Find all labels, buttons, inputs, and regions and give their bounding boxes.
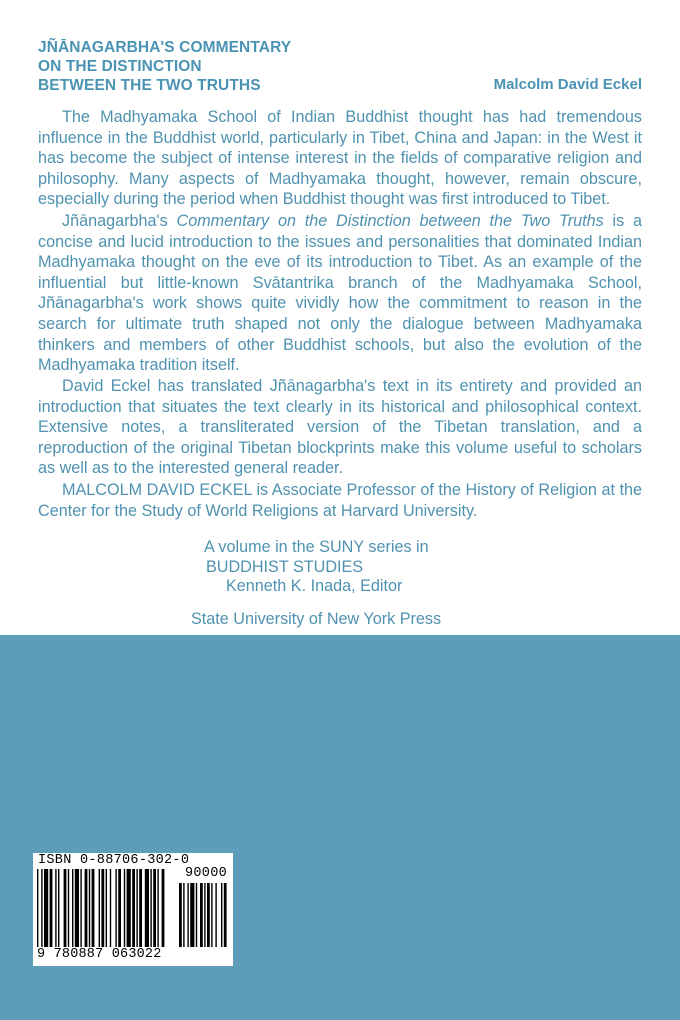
series-name: BUDDHIST STUDIES <box>206 557 364 576</box>
book-title <box>38 38 291 95</box>
series-info <box>204 538 429 597</box>
paragraph-2-lead: Jñānagarbha's <box>62 212 177 230</box>
description-paragraph-1: The Madhyamaka School of Indian Buddhist thought has had tremendous influence in the Buddhist world, particularly in Tibet, China and Japan: in the West it has become the subject of intense interest in the fields of comparative religion and philosophy. Many aspects of Madhyamaka thought, however, remain obscure, especially during the period when Buddhist thought was first introduced to Tibet. <box>38 108 642 209</box>
title-line-3: BETWEEN THE TWO TRUTHS <box>38 77 261 94</box>
price-addon: 90000 <box>184 866 227 881</box>
barcode-bars <box>37 869 229 949</box>
barcode-digits: 9 780887 063022 <box>37 947 162 962</box>
series-line-1: A volume in the SUNY series in <box>204 538 429 556</box>
series-editor: Kenneth K. Inada, Editor <box>226 577 403 595</box>
paragraph-2-rest: is a concise and lucid introduction to the issues and personalities that dominated Indian Madhyamaka thought on the eve of its introduction to Tibet. As an example of the influential but little-known Svātantrika branch of the Madhyamaka School, Jñānagarbha's work shows quite vividly how the commitment to reason in the search for ultimate truth shaped not only the dialogue between Madhyamaka thinkers and members of other Buddhist schools, but also the evolution of the Madhyamaka tradition itself. <box>38 212 642 375</box>
description-paragraph-2 <box>38 211 642 376</box>
author-bio: MALCOLM DAVID ECKEL is Associate Professor of the History of Religion at the Center for the Study of World Religions at Harvard University. <box>38 481 642 520</box>
title-line-2: ON THE DISTINCTION <box>38 58 202 75</box>
book-author: Malcolm David Eckel <box>493 76 642 93</box>
barcode <box>33 853 233 966</box>
isbn-label: ISBN 0-88706-302-0 <box>38 853 190 868</box>
paragraph-2-book-title: Commentary on the Distinction between the Two Truths <box>176 212 604 230</box>
description-paragraph-3: David Eckel has translated Jñānagarbha's text in its entirety and provided an introduction that situates the text clearly in its historical and philosophical context. Extensive notes, a transliterated version of the Tibetan translation, and a reproduction of the original Tibetan blockprints make this volume useful to scholars as well as to the interested general reader. <box>38 377 642 478</box>
publisher: State University of New York Press <box>191 610 442 628</box>
title-line-1: JÑĀNAGARBHA'S COMMENTARY <box>38 39 292 56</box>
